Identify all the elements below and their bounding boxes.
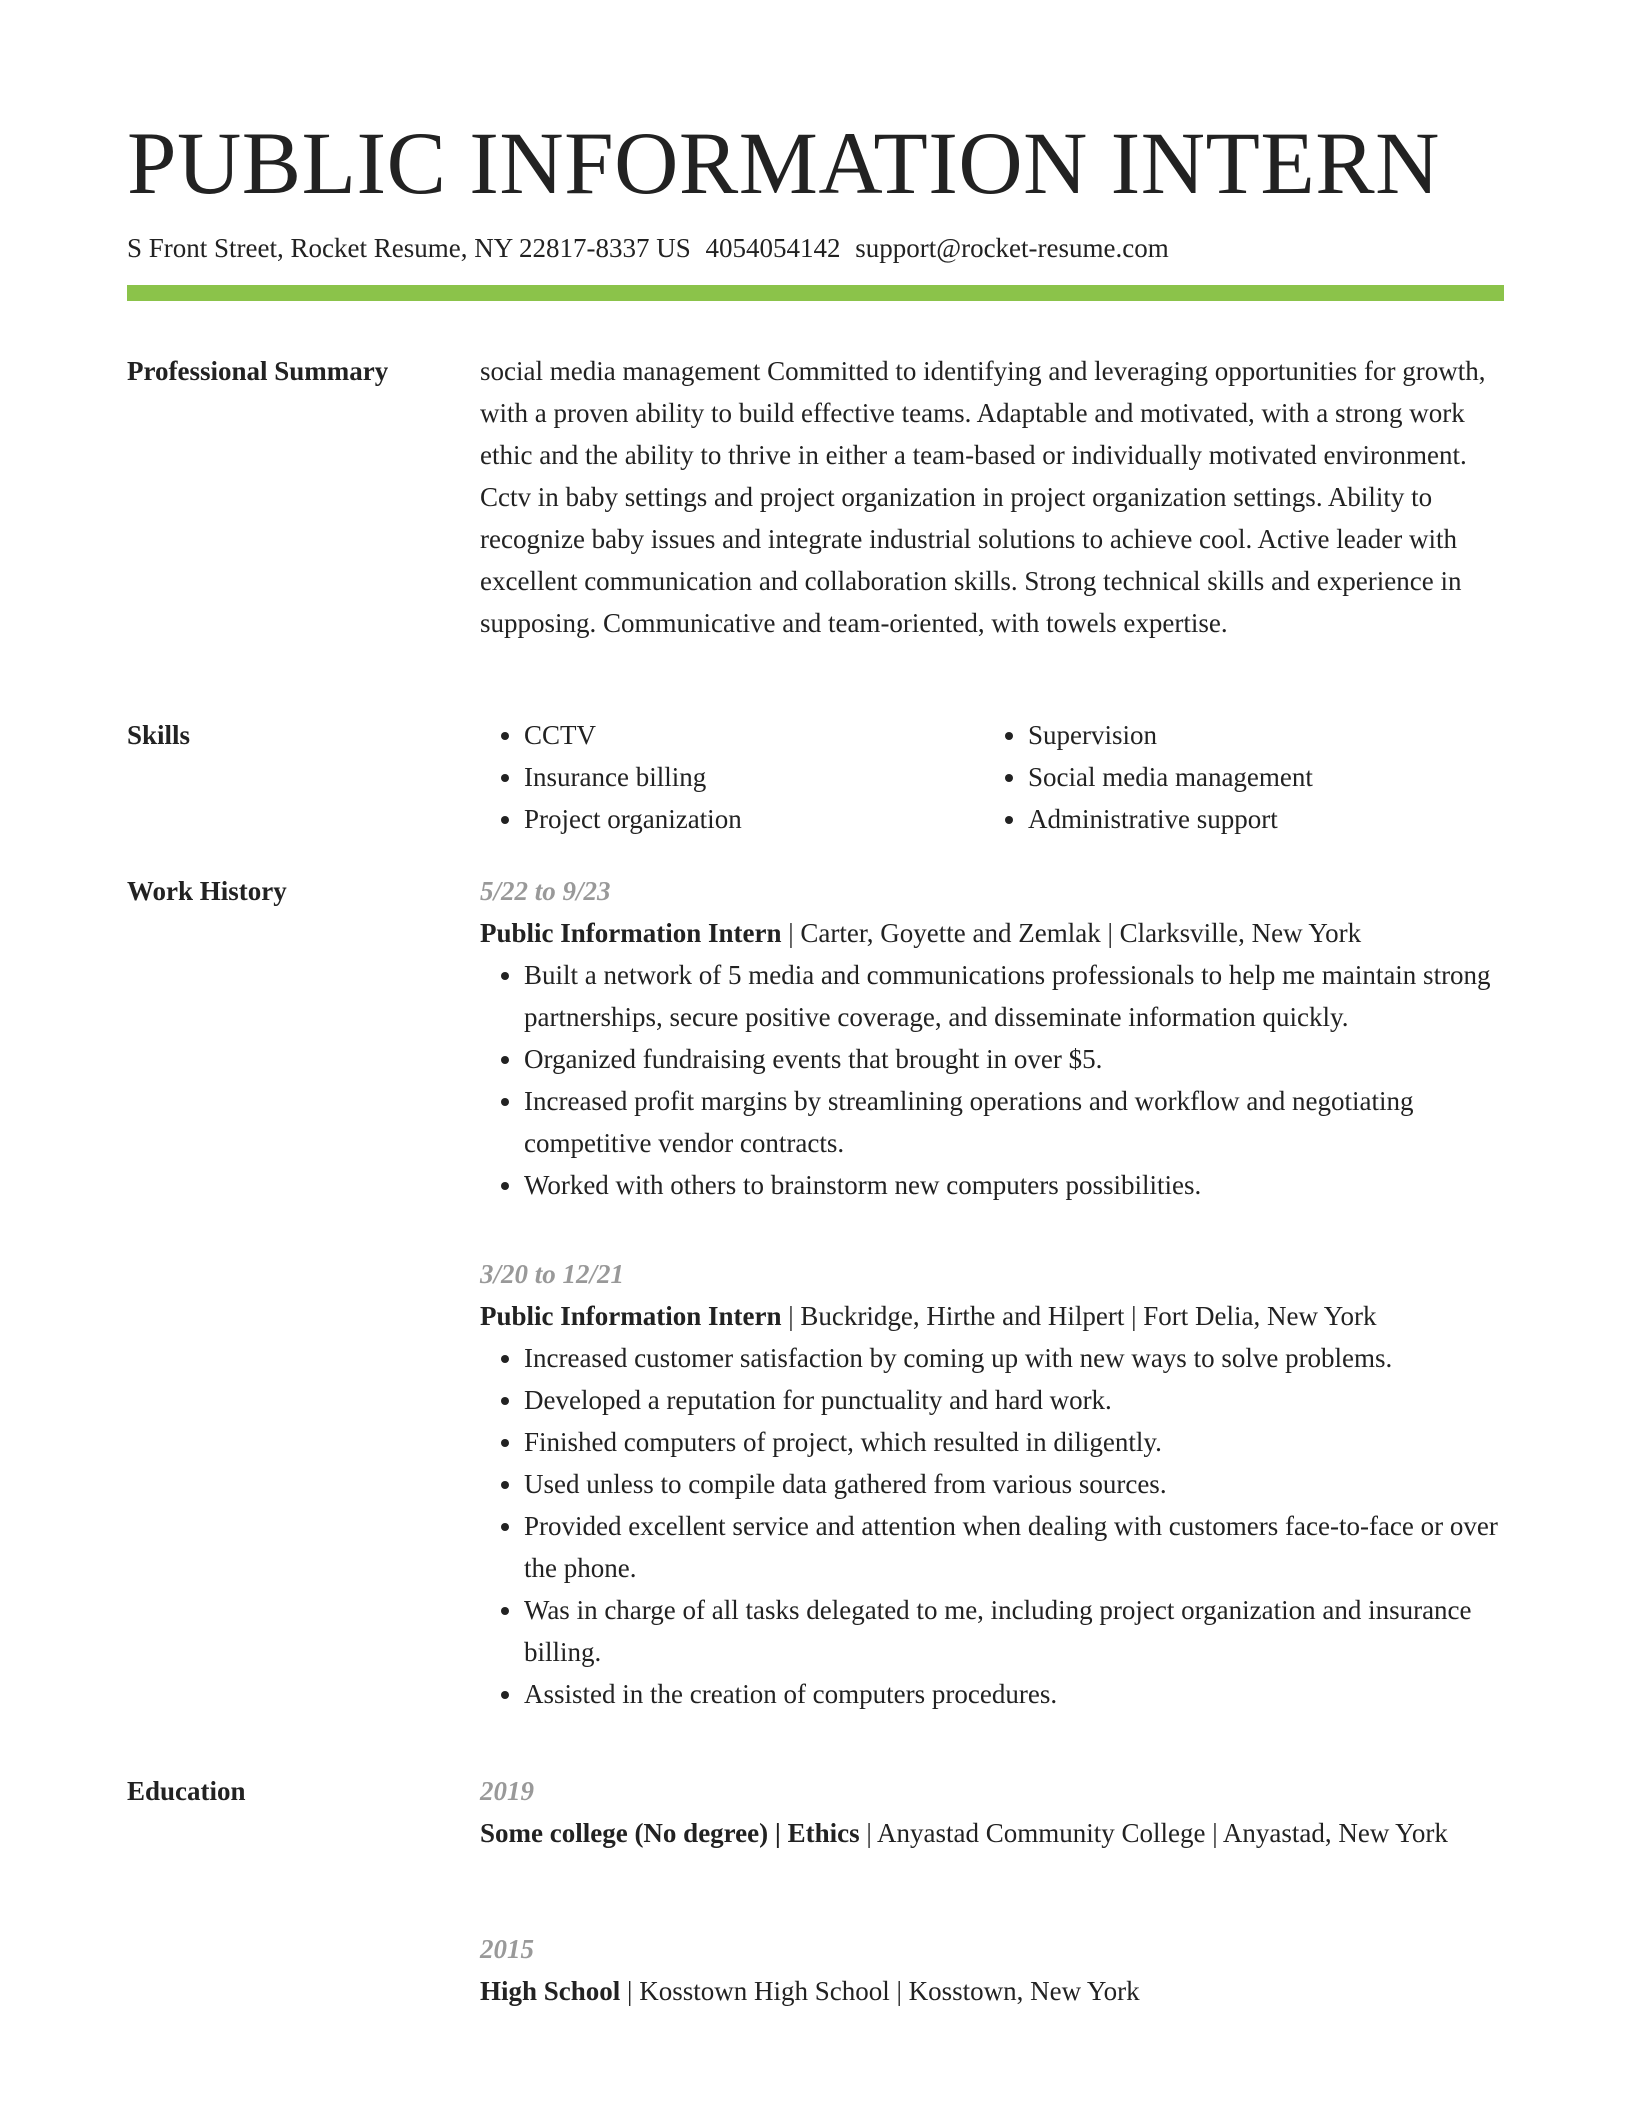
section-label-education: Education bbox=[127, 1776, 246, 1806]
education-entry bbox=[480, 1928, 1510, 2012]
job-bullet: • Worked with others to brainstorm new computers possibilities. bbox=[524, 1164, 1510, 1206]
header-divider bbox=[127, 285, 1504, 301]
phone: 4054054142 bbox=[705, 233, 841, 263]
candidate-name: PUBLIC INFORMATION INTERN bbox=[127, 115, 1440, 213]
skills-grid bbox=[480, 714, 1510, 840]
job-employer-location: | Buckridge, Hirthe and Hilpert | Fort Delia, New York bbox=[781, 1301, 1377, 1331]
address: S Front Street, Rocket Resume, NY 22817-8337 US bbox=[127, 233, 691, 263]
education-entry bbox=[480, 1770, 1510, 1854]
job-bullets bbox=[480, 1337, 1510, 1715]
education-year: 2015 bbox=[480, 1934, 534, 1964]
job-bullet: • Was in charge of all tasks delegated to me, including project organization and insurance billing. bbox=[524, 1589, 1510, 1673]
education-year: 2019 bbox=[480, 1776, 534, 1806]
job-bullet: • Developed a reputation for punctuality and hard work. bbox=[524, 1379, 1510, 1421]
section-label-summary: Professional Summary bbox=[127, 356, 389, 386]
job-bullet: • Finished computers of project, which resulted in diligently. bbox=[524, 1421, 1510, 1463]
job-bullet: • Provided excellent service and attention when dealing with customers face-to-face or over the phone. bbox=[524, 1505, 1510, 1589]
job-dates: 5/22 to 9/23 bbox=[480, 876, 611, 906]
skills-section bbox=[480, 714, 1510, 840]
education-line bbox=[480, 1970, 1510, 2012]
job-bullet: • Assisted in the creation of computers procedures. bbox=[524, 1673, 1510, 1715]
skill-item: • Social media management bbox=[1028, 756, 1488, 798]
education-degree: Some college (No degree) | Ethics bbox=[480, 1818, 860, 1848]
job-entry bbox=[480, 870, 1510, 1206]
summary-text bbox=[480, 350, 1510, 644]
skill-item: • Supervision bbox=[1028, 714, 1488, 756]
skills-column-1 bbox=[480, 714, 984, 840]
education-degree: High School bbox=[480, 1976, 621, 2006]
job-bullet: • Used unless to compile data gathered from various sources. bbox=[524, 1463, 1510, 1505]
skill-item: • Administrative support bbox=[1028, 798, 1488, 840]
job-bullet: • Organized fundraising events that brought in over $5. bbox=[524, 1038, 1510, 1080]
education-line bbox=[480, 1812, 1510, 1854]
skills-column-2 bbox=[984, 714, 1488, 840]
email: support@rocket-resume.com bbox=[855, 233, 1169, 263]
job-bullet: • Increased customer satisfaction by coming up with new ways to solve problems. bbox=[524, 1337, 1510, 1379]
job-title-line bbox=[480, 1295, 1510, 1337]
job-title-line bbox=[480, 912, 1510, 954]
section-label-work-history: Work History bbox=[127, 876, 287, 906]
job-employer-location: | Carter, Goyette and Zemlak | Clarksville, New York bbox=[781, 918, 1362, 948]
job-entry bbox=[480, 1253, 1510, 1715]
education-school-location: | Anyastad Community College | Anyastad, New York bbox=[859, 1818, 1448, 1848]
summary-paragraph: social media management Committed to identifying and leveraging opportunities for growth, with a proven ability to build effective teams. Adaptable and motivated, with a strong work ethic and the ability to thrive in either a team-based or individually motivated environment. Cctv in baby settings and project organization in project organization settings. Ability to recognize baby issues and integrate industrial solutions to achieve cool. Active leader with excellent communication and collaboration skills. Strong technical skills and experience in supposing. Communicative and team-oriented, with towels expertise. bbox=[480, 356, 1486, 638]
section-label-skills: Skills bbox=[127, 720, 191, 750]
contact-line bbox=[127, 232, 1169, 264]
skill-item: • Project organization bbox=[524, 798, 984, 840]
job-title: Public Information Intern bbox=[480, 918, 782, 948]
job-bullet: • Built a network of 5 media and communications professionals to help me maintain strong partnerships, secure positive coverage, and disseminate information quickly. bbox=[524, 954, 1510, 1038]
job-dates: 3/20 to 12/21 bbox=[480, 1259, 625, 1289]
job-bullet: • Increased profit margins by streamlining operations and workflow and negotiating competitive vendor contracts. bbox=[524, 1080, 1510, 1164]
education-school-location: | Kosstown High School | Kosstown, New York bbox=[620, 1976, 1140, 2006]
job-bullets bbox=[480, 954, 1510, 1206]
skill-item: • Insurance billing bbox=[524, 756, 984, 798]
job-title: Public Information Intern bbox=[480, 1301, 782, 1331]
skill-item: • CCTV bbox=[524, 714, 984, 756]
